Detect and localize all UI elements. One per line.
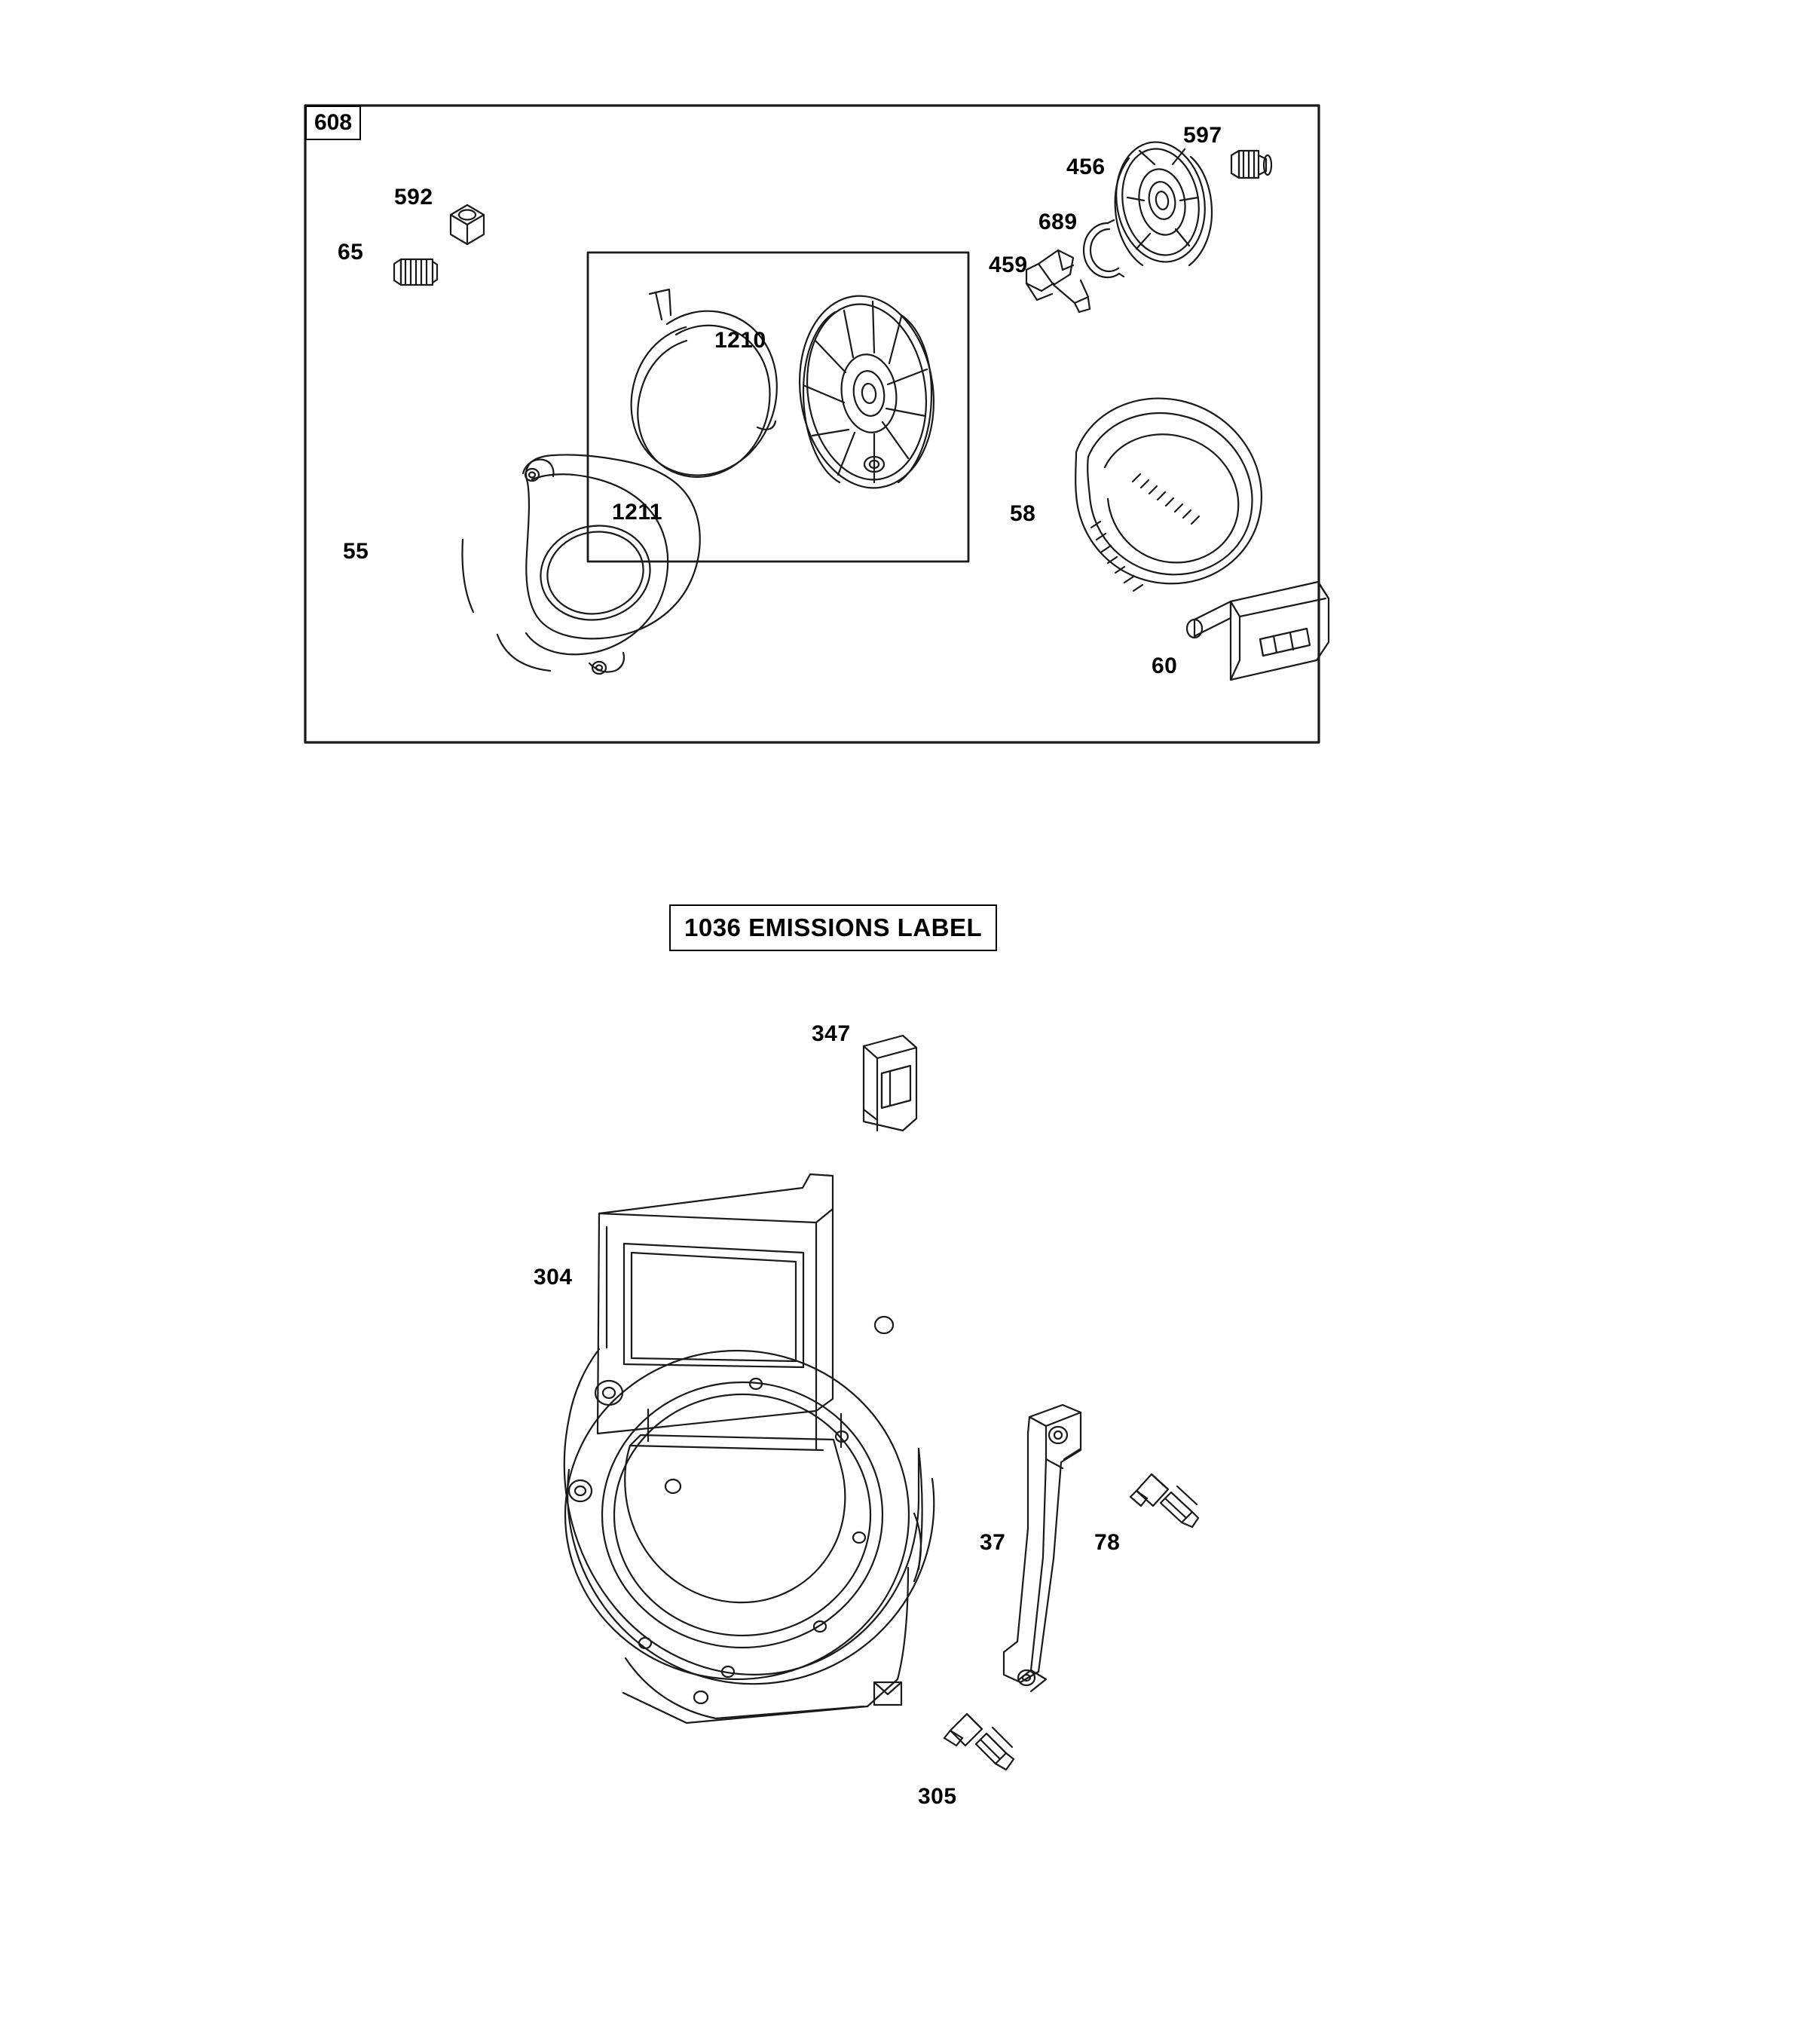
callout-58: 58 [1010, 501, 1036, 526]
callout-55: 55 [343, 539, 369, 564]
part-592-nut [451, 205, 484, 244]
part-305-screw [944, 1714, 1014, 1770]
callout-65: 65 [338, 240, 364, 265]
part-459-pawl [1026, 250, 1090, 312]
callout-305: 305 [918, 1784, 957, 1809]
callout-1210: 1210 [714, 328, 766, 353]
group-tag-608: 608 [305, 106, 361, 140]
part-1211-recoil-spring [632, 289, 777, 477]
callout-597: 597 [1183, 123, 1222, 148]
part-347-clip [864, 1036, 916, 1131]
part-78-screw [1130, 1474, 1198, 1527]
callout-347: 347 [812, 1021, 851, 1046]
part-456-clutch [1107, 135, 1214, 269]
part-58-starter-rope [1075, 399, 1262, 591]
part-304-blower-housing [564, 1174, 934, 1723]
part-55-housing-cover [463, 454, 700, 674]
callout-459: 459 [989, 252, 1028, 277]
callout-592: 592 [394, 185, 433, 210]
callout-78: 78 [1094, 1530, 1121, 1555]
callout-304: 304 [534, 1265, 573, 1290]
part-65-screw [394, 259, 437, 285]
part-1210-pulley [788, 287, 946, 497]
part-37-bracket [1004, 1405, 1081, 1691]
part-60-starter-grip [1187, 582, 1329, 680]
callout-37: 37 [980, 1530, 1006, 1555]
part-689-retaining-ring [1084, 220, 1124, 277]
group-608-border [305, 106, 1319, 742]
callout-689: 689 [1038, 210, 1078, 234]
callout-60: 60 [1152, 653, 1178, 678]
callout-1211: 1211 [612, 500, 663, 525]
part-597-screw [1231, 151, 1271, 178]
emissions-label-box: 1036 EMISSIONS LABEL [669, 904, 997, 951]
callout-456: 456 [1066, 155, 1106, 179]
